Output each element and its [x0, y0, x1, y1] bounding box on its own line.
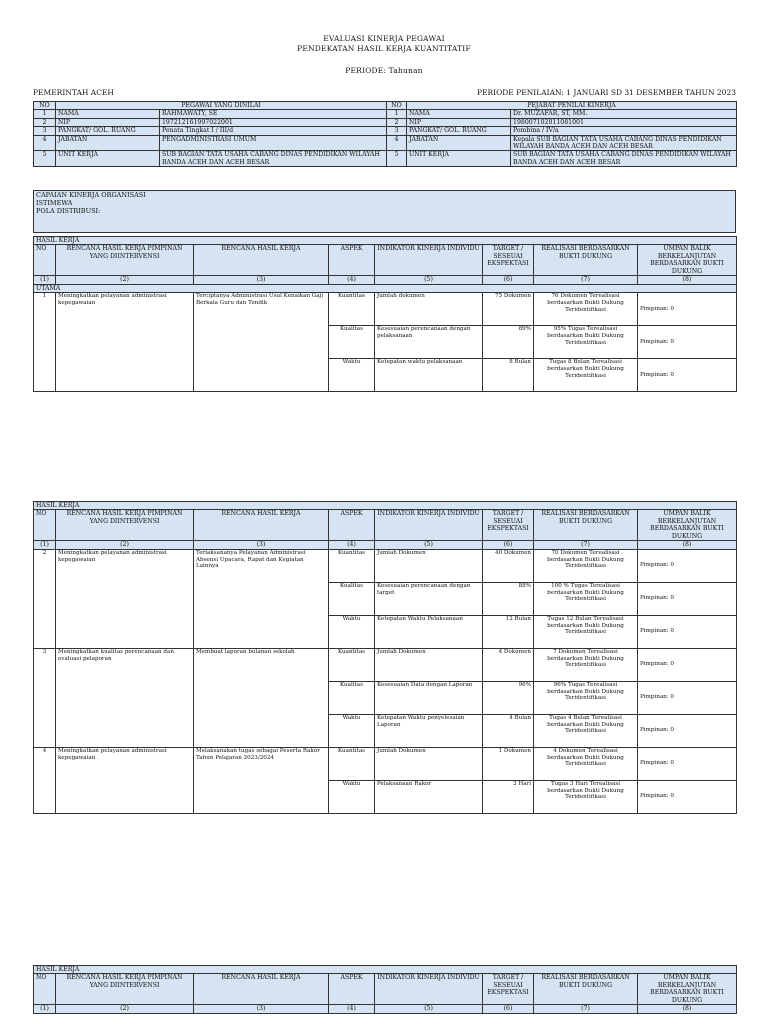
column-number: (6): [483, 1005, 534, 1013]
column-number: (8): [638, 1005, 737, 1013]
column-number: (4): [329, 1005, 375, 1013]
section-row: [34, 237, 737, 245]
row-label: NIP: [407, 118, 511, 126]
hasil-kerja-table: [33, 965, 737, 1014]
rencana-hasil-kerja: Membuat laporan bulanan sekolah: [194, 648, 329, 747]
row-no: 4: [34, 747, 56, 813]
realisasi: Tugas 12 Bulan Terealisasi berdasarkan Bukti Dukung Teridentifikasi: [534, 615, 638, 648]
indikator: Pelaksanaan Rakor: [375, 780, 483, 813]
pegawai-value: PENGADMINISTRASI UMUM: [160, 135, 387, 151]
pegawai-value: SUB BAGIAN TATA USAHA CABANG DINAS PENDIDIKAN WILAYAH BANDA ACEH DAN ACEH BESAR: [160, 151, 387, 167]
column-header: TARGET / SESEUAI EKSPEKTASI: [483, 510, 534, 541]
indikator: Kesesuaian Data dengan Laporan: [375, 681, 483, 714]
row-label: NIP: [56, 118, 160, 126]
table-row: [34, 293, 737, 326]
aspek: Waktu: [329, 359, 375, 392]
section-title: HASIL KERJA: [34, 237, 737, 245]
realisasi: 95% Tugas Terealisasi berdasarkan Bukti Dukung Teridentifikasi: [534, 326, 638, 359]
table-row: [34, 648, 737, 681]
rencana-hasil-kerja: Terlaksananya Pelayanan Administrasi Absensi Upacara, Rapat dan Kegiatan Lainnya: [194, 549, 329, 648]
aspek: Waktu: [329, 714, 375, 747]
column-numbers: [34, 1005, 737, 1013]
row-no: 2: [387, 118, 407, 126]
indikator: Jumlah Dokumen: [375, 648, 483, 681]
target: 88%: [483, 582, 534, 615]
utama-label: UTAMA: [34, 284, 737, 292]
target: 4 Bulan: [483, 714, 534, 747]
indikator: Jumlah Dokumen: [375, 747, 483, 780]
row-no: 4: [387, 135, 407, 151]
realisasi: 100 % Tugas Terealisasi berdasarkan Bukti Dukung Teridentifikasi: [534, 582, 638, 615]
target: 1 Dokumen: [483, 747, 534, 780]
column-number: (3): [194, 541, 329, 549]
row-no: 1: [387, 110, 407, 118]
aspek: Waktu: [329, 615, 375, 648]
pola-distribusi: POLA DISTRIBUSI:: [36, 207, 101, 215]
aspek: Kuantitas: [329, 293, 375, 326]
row-no: 5: [387, 151, 407, 167]
column-header: RENCANA HASIL KERJA: [194, 974, 329, 1005]
rencana-pimpinan: Meningkatkan pelayanan administrasi kepegawaian: [56, 293, 194, 392]
column-number: (1): [34, 1005, 56, 1013]
column-header: RENCANA HASIL KERJA PIMPINAN YANG DIINTERVENSI: [56, 510, 194, 541]
capaian-value: ISTIMEWA: [36, 199, 73, 207]
column-number: (1): [34, 276, 56, 284]
row-no: 3: [387, 127, 407, 135]
column-headers: [34, 510, 737, 541]
column-header: NO: [34, 510, 56, 541]
pegawai-header: PEGAWAI YANG DINILAI: [56, 102, 387, 110]
target: 4 Dokumen: [483, 648, 534, 681]
rencana-pimpinan: Meningkatkan kualitas perencanaan dan evaluasi pelaporan: [56, 648, 194, 747]
identity-header: [34, 102, 737, 110]
column-number: (8): [638, 276, 737, 284]
column-number: (4): [329, 541, 375, 549]
row-label: JABATAN: [56, 135, 160, 151]
periode-penilaian: PERIODE PENILAIAN: 1 JANUARI SD 31 DESEMBER TAHUN 2023: [477, 88, 736, 97]
capaian-section: [33, 190, 736, 233]
column-header: REALISASI BERDASARKAN BUKTI DUKUNG: [534, 974, 638, 1005]
column-number: (3): [194, 1005, 329, 1013]
column-number: (5): [375, 1005, 483, 1013]
identity-row: [34, 127, 737, 135]
aspek: Waktu: [329, 780, 375, 813]
capaian-label: CAPAIAN KINERJA ORGANISASI: [36, 191, 146, 199]
col-no: NO: [387, 102, 407, 110]
column-number: (7): [534, 276, 638, 284]
column-header: UMPAN BALIK BERKELANJUTAN BERDASARKAN BUKTI DUKUNG: [638, 974, 737, 1005]
column-number: (1): [34, 541, 56, 549]
table-row: [34, 549, 737, 582]
column-headers: [34, 245, 737, 276]
identity-row: [34, 135, 737, 151]
aspek: Kualitas: [329, 582, 375, 615]
periode-label: PERIODE: Tahunan: [345, 66, 423, 75]
row-no: 3: [34, 127, 56, 135]
column-header: ASPEK: [329, 245, 375, 276]
umpan-balik: Pimpinan: 0: [638, 359, 737, 392]
umpan-balik: Pimpinan: 0: [638, 549, 737, 582]
indikator: Kesesuaian perencanaan dengan pelaksanaan: [375, 326, 483, 359]
header-line: [33, 88, 736, 97]
row-label: UNIT KERJA: [56, 151, 160, 167]
pegawai-value: RAHMAWATY, SE: [160, 110, 387, 118]
indikator: Ketepatan Waktu penyelesaian Laporan: [375, 714, 483, 747]
column-header: REALISASI BERDASARKAN BUKTI DUKUNG: [534, 245, 638, 276]
target: 89%: [483, 326, 534, 359]
table-row: [34, 747, 737, 780]
indikator: Kesesuaian perencanaan dengan target: [375, 582, 483, 615]
column-numbers: [34, 541, 737, 549]
column-number: (7): [534, 541, 638, 549]
column-header: ASPEK: [329, 974, 375, 1005]
pejabat-value: 198007102011081001: [511, 118, 737, 126]
pegawai-value: Penata Tingkat I / III/d: [160, 127, 387, 135]
row-label: PANGKAT/ GOL. RUANG: [407, 127, 511, 135]
umpan-balik: Pimpinan: 0: [638, 714, 737, 747]
umpan-balik: Pimpinan: 0: [638, 582, 737, 615]
column-numbers: [34, 276, 737, 284]
umpan-balik: Pimpinan: 0: [638, 648, 737, 681]
pegawai-value: 197212161997022001: [160, 118, 387, 126]
aspek: Kualitas: [329, 326, 375, 359]
column-header: RENCANA HASIL KERJA PIMPINAN YANG DIINTERVENSI: [56, 974, 194, 1005]
row-no: 4: [34, 135, 56, 151]
row-label: PANGKAT/ GOL. RUANG: [56, 127, 160, 135]
row-no: 5: [34, 151, 56, 167]
aspek: Kuantitas: [329, 549, 375, 582]
aspek: Kualitas: [329, 681, 375, 714]
umpan-balik: Pimpinan: 0: [638, 615, 737, 648]
column-header: RENCANA HASIL KERJA: [194, 510, 329, 541]
target: 75 Dokumen: [483, 293, 534, 326]
realisasi: 7 Dokumen Terealisasi berdasarkan Bukti Dukung Teridentifikasi: [534, 648, 638, 681]
target: 3 Hari: [483, 780, 534, 813]
column-number: (4): [329, 276, 375, 284]
indikator: Ketepatan waktu pelaksanaan: [375, 359, 483, 392]
pejabat-value: Pembina / IV/a: [511, 127, 737, 135]
realisasi: 70 Dokumen Terealisasi berdasarkan Bukti Dukung Teridentifikasi: [534, 549, 638, 582]
column-number: (8): [638, 541, 737, 549]
realisasi: 4 Dokumen Terealisasi berdasarkan Bukti Dukung Teridentifikasi: [534, 747, 638, 780]
column-headers: [34, 974, 737, 1005]
column-header: RENCANA HASIL KERJA PIMPINAN YANG DIINTERVENSI: [56, 245, 194, 276]
umpan-balik: Pimpinan: 0: [638, 780, 737, 813]
indikator: Jumlah Dokumen: [375, 549, 483, 582]
column-number: (2): [56, 276, 194, 284]
column-number: (6): [483, 541, 534, 549]
target: 96%: [483, 681, 534, 714]
column-header: UMPAN BALIK BERKELANJUTAN BERDASARKAN BUKTI DUKUNG: [638, 510, 737, 541]
identity-row: [34, 110, 737, 118]
indikator: Ketepatan Waktu Pelaksanaan: [375, 615, 483, 648]
indikator: Jumlah dokumen: [375, 293, 483, 326]
row-no: 2: [34, 118, 56, 126]
aspek: Kuantitas: [329, 747, 375, 780]
pejabat-value: Dr. MUZAFAR, ST, MM.: [511, 110, 737, 118]
umpan-balik: Pimpinan: 0: [638, 326, 737, 359]
pejabat-value: SUB BAGIAN TATA USAHA CABANG DINAS PENDIDIKAN WILAYAH BANDA ACEH DAN ACEH BESAR: [511, 151, 737, 167]
column-header: ASPEK: [329, 510, 375, 541]
row-label: UNIT KERJA: [407, 151, 511, 167]
realisasi: Tugas 4 Bulan Terealisasi berdasarkan Bukti Dukung Teridentifikasi: [534, 714, 638, 747]
section-row: [34, 966, 737, 974]
section-row: [34, 502, 737, 510]
column-number: (6): [483, 276, 534, 284]
section-title: HASIL KERJA: [34, 502, 737, 510]
column-number: (2): [56, 541, 194, 549]
utama-row: [34, 284, 737, 292]
identity-table: [33, 101, 737, 167]
column-header: NO: [34, 974, 56, 1005]
doc-subtitle: PENDEKATAN HASIL KERJA KUANTITATIF: [297, 44, 471, 53]
hasil-kerja-table: [33, 501, 737, 814]
aspek: Kuantitas: [329, 648, 375, 681]
column-number: (2): [56, 1005, 194, 1013]
org-name: PEMERINTAH ACEH: [33, 88, 114, 97]
section-title: HASIL KERJA: [34, 966, 737, 974]
realisasi: 96% Tugas Terealisasi berdasarkan Bukti Dukung Teridentifikasi: [534, 681, 638, 714]
target: 40 Dokumen: [483, 549, 534, 582]
target: 8 Bulan: [483, 359, 534, 392]
column-header: TARGET / SESEUAI EKSPEKTASI: [483, 245, 534, 276]
column-header: INDIKATOR KINERJA INDIVIDU: [375, 245, 483, 276]
column-number: (3): [194, 276, 329, 284]
identity-row: [34, 118, 737, 126]
col-no: NO: [34, 102, 56, 110]
row-label: NAMA: [407, 110, 511, 118]
rencana-pimpinan: Meningkatkan pelayanan administrasi kepegawaian: [56, 549, 194, 648]
column-number: (7): [534, 1005, 638, 1013]
row-no: 1: [34, 110, 56, 118]
column-header: UMPAN BALIK BERKELANJUTAN BERDASARKAN BUKTI DUKUNG: [638, 245, 737, 276]
row-label: JABATAN: [407, 135, 511, 151]
realisasi: Tugas 3 Hari Terealisasi berdasarkan Bukti Dukung Teridentifikasi: [534, 780, 638, 813]
column-header: REALISASI BERDASARKAN BUKTI DUKUNG: [534, 510, 638, 541]
rencana-hasil-kerja: Melaksanakan tugas sebagai Peserta Rakor Tahun Pelajaran 2023/2024: [194, 747, 329, 813]
rencana-hasil-kerja: Terciptanya Administrasi Usul Kenaikan Gaji Berkala Guru dan Tendik: [194, 293, 329, 392]
column-header: TARGET / SESEUAI EKSPEKTASI: [483, 974, 534, 1005]
hasil-kerja-table: [33, 236, 737, 392]
column-header: RENCANA HASIL KERJA: [194, 245, 329, 276]
realisasi: 76 Dokumen Terealisasi berdasarkan Bukti Dukung Teridentifikasi: [534, 293, 638, 326]
column-header: NO: [34, 245, 56, 276]
rencana-pimpinan: Meningkatkan pelayanan administrasi kepegawaian: [56, 747, 194, 813]
doc-title: EVALUASI KINERJA PEGAWAI: [323, 34, 445, 43]
row-no: 1: [34, 293, 56, 392]
pejabat-header: PEJABAT PENILAI KINERJA: [407, 102, 737, 110]
umpan-balik: Pimpinan: 0: [638, 747, 737, 780]
row-label: NAMA: [56, 110, 160, 118]
umpan-balik: Pimpinan: 0: [638, 681, 737, 714]
column-header: INDIKATOR KINERJA INDIVIDU: [375, 974, 483, 1005]
column-number: (5): [375, 276, 483, 284]
row-no: 3: [34, 648, 56, 747]
row-no: 2: [34, 549, 56, 648]
pejabat-value: Kepala SUB BAGIAN TATA USAHA CABANG DINAS PENDIDIKAN WILAYAH BANDA ACEH DAN ACEH BESAR: [511, 135, 737, 151]
realisasi: Tugas 8 Bulan Terealisasi berdasarkan Bukti Dukung Teridentifikasi: [534, 359, 638, 392]
column-header: INDIKATOR KINERJA INDIVIDU: [375, 510, 483, 541]
identity-row: [34, 151, 737, 167]
target: 12 Bulan: [483, 615, 534, 648]
column-number: (5): [375, 541, 483, 549]
umpan-balik: Pimpinan: 0: [638, 293, 737, 326]
